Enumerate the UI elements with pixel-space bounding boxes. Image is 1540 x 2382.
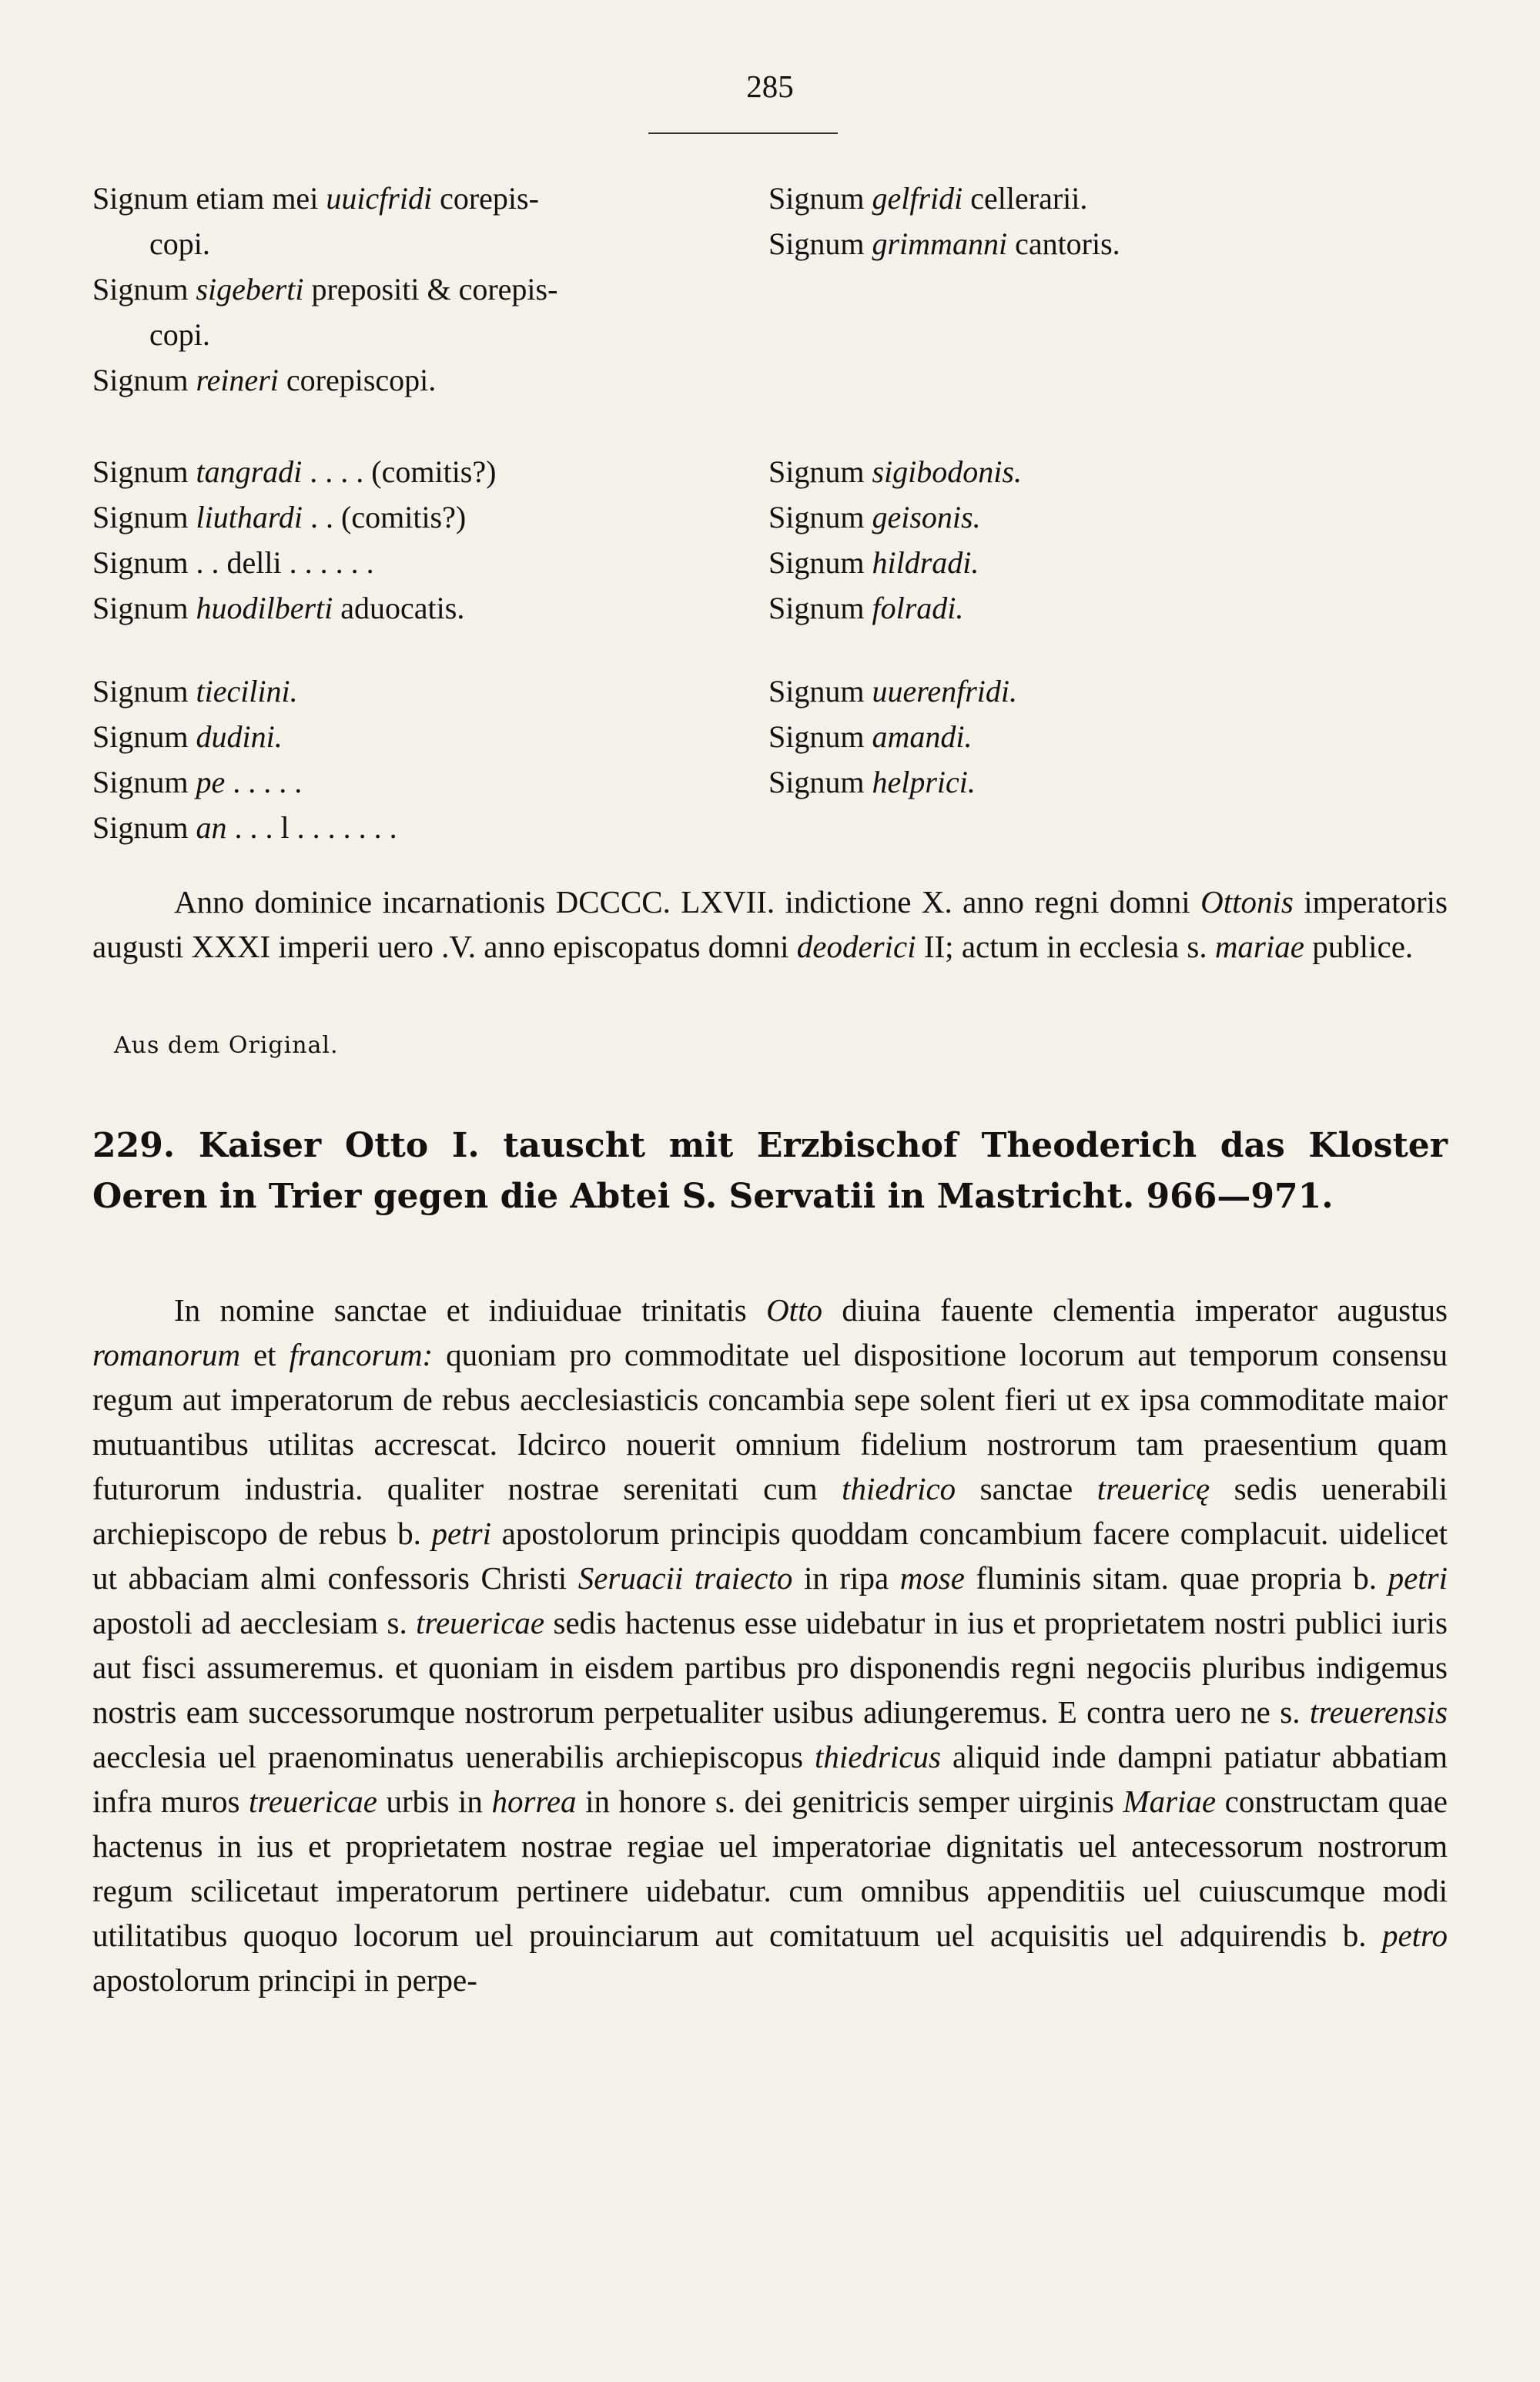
- signature-line: Signum grimmanni cantoris.: [768, 226, 1120, 261]
- signature-line: Signum tiecilini.: [92, 674, 298, 709]
- signatory-name: folradi.: [872, 591, 964, 625]
- signatures-low-left: [92, 668, 397, 850]
- charter-number: 229.: [92, 1126, 176, 1165]
- signatory-name: grimmanni: [872, 226, 1008, 261]
- signatory-name: liuthardi: [196, 500, 303, 534]
- signature-line: Signum dudini.: [92, 719, 283, 754]
- signature-line: Signum . . delli . . . . . .: [92, 545, 374, 580]
- signatory-name: dudini.: [196, 719, 283, 754]
- signatures-mid-right: [768, 449, 1022, 631]
- page-number: 285: [746, 69, 794, 104]
- signatures-low-right: [768, 668, 1017, 805]
- signature-line: Signum uuerenfridi.: [768, 674, 1017, 709]
- signatory-name: pe: [196, 765, 226, 799]
- signature-line: Signum gelfridi cellerarii.: [768, 181, 1088, 216]
- signature-line: Signum etiam mei uuicfridi corepis-: [92, 181, 539, 216]
- page-number-rule: [648, 132, 838, 134]
- signatory-name: geisonis.: [872, 500, 981, 534]
- signatures-top-right: [768, 176, 1120, 266]
- signatory-name: gelfridi: [872, 181, 963, 216]
- signature-line: Signum amandi.: [768, 719, 973, 754]
- signature-line: Signum sigibodonis.: [768, 454, 1022, 489]
- signatory-name: sigibodonis.: [872, 454, 1022, 489]
- charter-text: In nomine sanctae et indiuiduae trinitatis Otto diuina fauente clementia imperator augustus romanorum et francorum: quoniam pro commoditate uel dispositione locorum aut temporum consensu regum aut imperatorum de rebus aecclesiasticis concambia sepe solent fieri ut ex ipsa commoditate maior mutuantibus utilitas accrescat. Idcirco nouerit omnium fidelium nostrorum tam praesentium quam futurorum industria. qualiter nostrae serenitati cum thiedrico sanctae treuericę sedis uenerabili archiepiscopo de rebus b. petri apostolorum principis quoddam concambium facere complacuit. uidelicet ut abbaciam almi confessoris Christi Seruacii traiecto in ripa mose fluminis sitam. quae propria b. petri apostoli ad aecclesiam s. treuericae sedis hactenus esse uidebatur in ius et proprietatem nostri publici iuris aut fisci assumeremus. et quoniam in eisdem partibus pro disponendis regni negociis pluribus indigemus nostris eam successorumque nostrorum perpetualiter usibus adiungeremus. E contra uero ne s. treuerensis aecclesia uel praenominatus uenerabilis archiepiscopus thiedricus aliquid inde dampni patiatur abbatiam infra muros treuericae urbis in horrea in honore s. dei genitricis semper uirginis Mariae constructam quae hactenus in ius et proprietatem nostrae regiae uel imperatoriae dignitatis uel antecessorum nostrorum regum scilicetaut imperatorum pertinere uidebatur. cum omnibus appenditiis uel cuiuscumque modi utilitatibus quoquo locorum uel prouinciarum aut comitatuum uel acquisitis uel adquirendis b. petro apostolorum principi in perpe-: [92, 1292, 1448, 1998]
- signatory-name: an: [196, 810, 227, 845]
- charter-title: Kaiser Otto I. tauscht mit Erzbischof Theoderich das Kloster Oeren in Trier gegen die Abtei S. Servatii in Mastricht. 966—971.: [92, 1126, 1448, 1216]
- charter-heading: [92, 1121, 1448, 1222]
- signature-line: Signum an . . . l . . . . . . .: [92, 810, 397, 845]
- signatory-name: sigeberti: [196, 272, 304, 307]
- signature-line: Signum folradi.: [768, 591, 964, 625]
- signature-line: Signum tangradi . . . . (comitis?): [92, 454, 497, 489]
- signatory-name: helprici.: [872, 765, 976, 799]
- signatory-name: tangradi: [196, 454, 303, 489]
- signatory-name: amandi.: [872, 719, 973, 754]
- signature-line: Signum hildradi.: [768, 545, 979, 580]
- signature-line: Signum huodilberti aduocatis.: [92, 591, 465, 625]
- source-note: Aus dem Original.: [114, 1032, 339, 1059]
- signatory-name: tiecilini.: [196, 674, 298, 709]
- signature-line: Signum liuthardi . . (comitis?): [92, 500, 467, 534]
- signature-line: Signum sigeberti prepositi & corepis-: [92, 272, 558, 307]
- signature-line: Signum helprici.: [768, 765, 976, 799]
- signatory-name: uuicfridi: [326, 181, 433, 216]
- signatory-name: huodilberti: [196, 591, 333, 625]
- signature-line: copi.: [149, 317, 210, 352]
- signature-line: Signum geisonis.: [768, 500, 981, 534]
- dating-clause: Anno dominice incarnationis DCCCC. LXVII. indictione X. anno regni domni Ottonis imperatoris augusti XXXI imperii uero .V. anno episcopatus domni deoderici II; actum in ecclesia s. mariae publice.: [92, 884, 1448, 964]
- signature-line: Signum pe . . . . .: [92, 765, 303, 799]
- signatures-mid-left: [92, 449, 496, 631]
- signatory-name: uuerenfridi.: [872, 674, 1017, 709]
- signatory-name: reineri: [196, 363, 279, 397]
- signature-line: copi.: [149, 226, 210, 261]
- signatures-top-left: [92, 176, 557, 403]
- signature-line: Signum reineri corepiscopi.: [92, 363, 437, 397]
- signatory-name: hildradi.: [872, 545, 979, 580]
